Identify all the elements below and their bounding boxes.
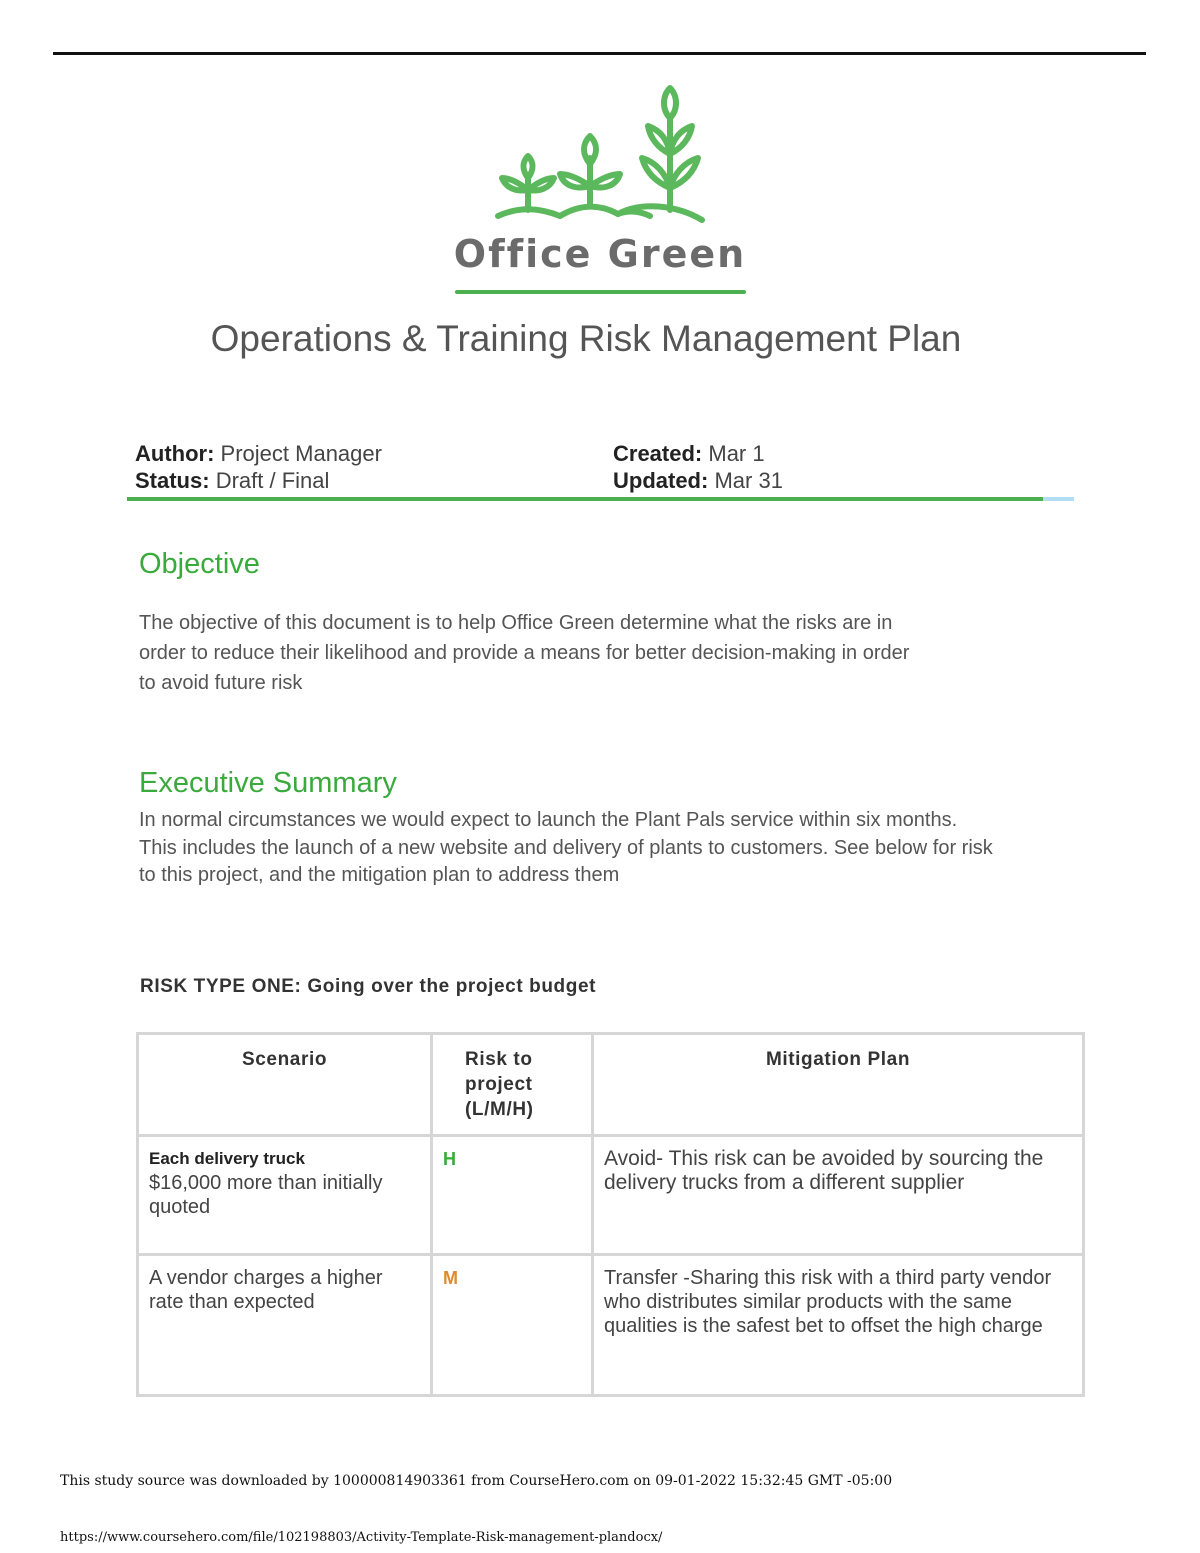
- scenario-text: $16,000 more than initially quoted: [149, 1172, 383, 1218]
- top-rule: [53, 52, 1146, 55]
- source-url[interactable]: https://www.coursehero.com/file/102198803/Activity-Template-Risk-management-plandocx/: [60, 1530, 663, 1545]
- meta-divider: [127, 497, 1043, 501]
- mitigation-cell: Transfer -Sharing this risk with a third party vendor who distributes similar products with the same qualities is the safest bet to offset the high charge: [593, 1255, 1084, 1396]
- summary-line: In normal circumstances we would expect to launch the Plant Pals service within six months.: [139, 809, 958, 831]
- risk-level-badge: H: [443, 1149, 456, 1169]
- mitigation-cell: Avoid- This risk can be avoided by sourcing the delivery trucks from a different supplier: [593, 1136, 1084, 1255]
- scenario-title: Each delivery truck: [149, 1149, 305, 1168]
- objective-text: [139, 608, 1039, 698]
- meta-divider-tail: [1043, 497, 1074, 501]
- author-label: Author:: [135, 441, 215, 466]
- meta-right: [613, 440, 783, 494]
- risk-cell: [432, 1255, 593, 1396]
- created-line: [613, 440, 783, 467]
- page-title: Operations & Training Risk Management Plan: [210, 318, 962, 359]
- download-notice: This study source was downloaded by 100000814903361 from CourseHero.com on 09-01-2022 15:32:45 GMT -05:00: [60, 1473, 893, 1489]
- objective-line: The objective of this document is to help Office Green determine what the risks are in: [139, 612, 893, 634]
- table-header-row: [138, 1034, 1084, 1136]
- updated-value: Mar 31: [714, 468, 783, 493]
- column-header-mitigation: Mitigation Plan: [593, 1034, 1084, 1136]
- objective-heading: Objective: [139, 548, 260, 580]
- executive-summary-heading: Executive Summary: [139, 767, 397, 799]
- scenario-cell: [138, 1136, 432, 1255]
- objective-line: to avoid future risk: [139, 672, 303, 694]
- table-row: [138, 1255, 1084, 1396]
- created-label: Created:: [613, 441, 703, 466]
- summary-line: This includes the launch of a new website and delivery of plants to customers. See below for risk: [139, 836, 993, 859]
- brand-underline: [455, 290, 746, 294]
- scenario-cell: [138, 1255, 432, 1396]
- risk-table: [136, 1032, 1085, 1397]
- executive-summary-text: [139, 807, 1039, 890]
- updated-line: [613, 467, 783, 494]
- brand-name: Office Green: [453, 232, 747, 276]
- column-header-scenario: Scenario: [138, 1034, 432, 1136]
- status-line: [135, 467, 382, 494]
- column-header-risk: Risk to project (L/M/H): [432, 1034, 593, 1136]
- summary-line: to this project, and the mitigation plan to address them: [139, 864, 620, 886]
- author-line: [135, 440, 382, 467]
- author-value: Project Manager: [220, 441, 382, 466]
- risk-type-heading: RISK TYPE ONE: Going over the project budget: [140, 976, 597, 997]
- risk-level-badge: M: [443, 1268, 458, 1288]
- objective-line: order to reduce their likelihood and provide a means for better decision-making in order: [139, 642, 910, 664]
- scenario-text: A vendor charges a higher rate than expected: [149, 1267, 383, 1313]
- updated-label: Updated:: [613, 468, 709, 493]
- risk-cell: [432, 1136, 593, 1255]
- status-label: Status:: [135, 468, 210, 493]
- meta-left: [135, 440, 382, 494]
- created-value: Mar 1: [708, 441, 765, 466]
- sprouting-plants-icon: [450, 78, 750, 228]
- status-value: Draft / Final: [215, 468, 330, 493]
- table-row: [138, 1136, 1084, 1255]
